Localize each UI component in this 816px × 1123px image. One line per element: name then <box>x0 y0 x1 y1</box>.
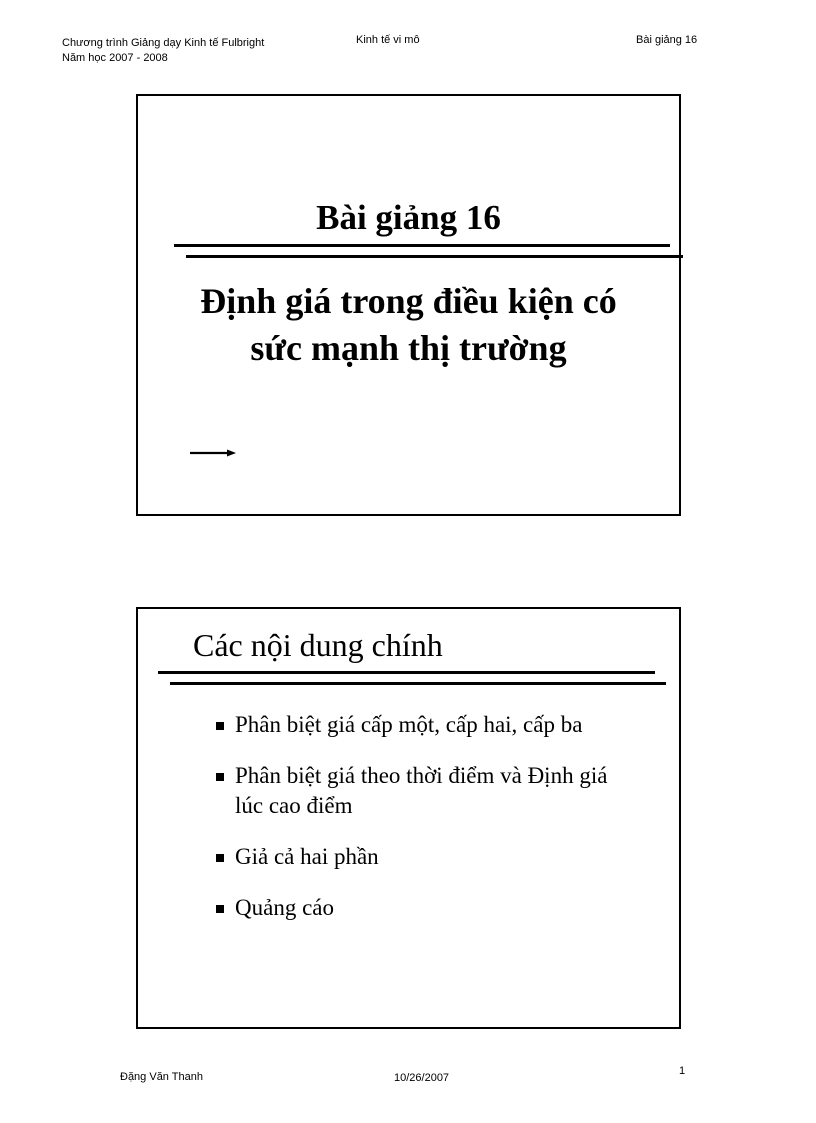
header-year: Năm học 2007 - 2008 <box>62 52 168 64</box>
slide1-subtitle-line2: sức mạnh thị trường <box>250 328 567 368</box>
slide-contents <box>136 607 681 1029</box>
list-item: Phân biệt giá theo thời điểm và Định giá lúc cao điểm <box>216 761 635 821</box>
footer-author: Đặng Văn Thanh <box>120 1071 203 1083</box>
list-item: Phân biệt giá cấp một, cấp hai, cấp ba <box>216 710 655 740</box>
slide2-title: Các nội dung chính <box>193 627 443 663</box>
slide-title <box>136 94 681 516</box>
header-course: Kinh tế vi mô <box>356 34 420 46</box>
slide1-subtitle <box>138 278 679 372</box>
arrow-right-icon <box>190 447 236 459</box>
square-bullet-icon <box>216 722 224 730</box>
footer-date: 10/26/2007 <box>394 1072 450 1084</box>
square-bullet-icon <box>216 854 224 862</box>
contents-list <box>216 710 655 944</box>
title-rule-top <box>174 244 670 247</box>
list-item: Quảng cáo <box>216 893 655 923</box>
contents-rule-top <box>158 671 655 674</box>
page-number: 1 <box>679 1065 686 1077</box>
header-program: Chương trình Giảng dạy Kinh tế Fulbright <box>62 37 265 49</box>
slide1-title: Bài giảng 16 <box>316 198 501 237</box>
slide1-subtitle-line1: Định giá trong điều kiện có <box>200 281 617 321</box>
square-bullet-icon <box>216 905 224 913</box>
list-item: Giả cả hai phần <box>216 842 655 872</box>
title-rule-bottom <box>186 255 683 258</box>
header-lecture: Bài giảng 16 <box>636 34 698 46</box>
square-bullet-icon <box>216 773 224 781</box>
contents-rule-bottom <box>170 682 666 685</box>
